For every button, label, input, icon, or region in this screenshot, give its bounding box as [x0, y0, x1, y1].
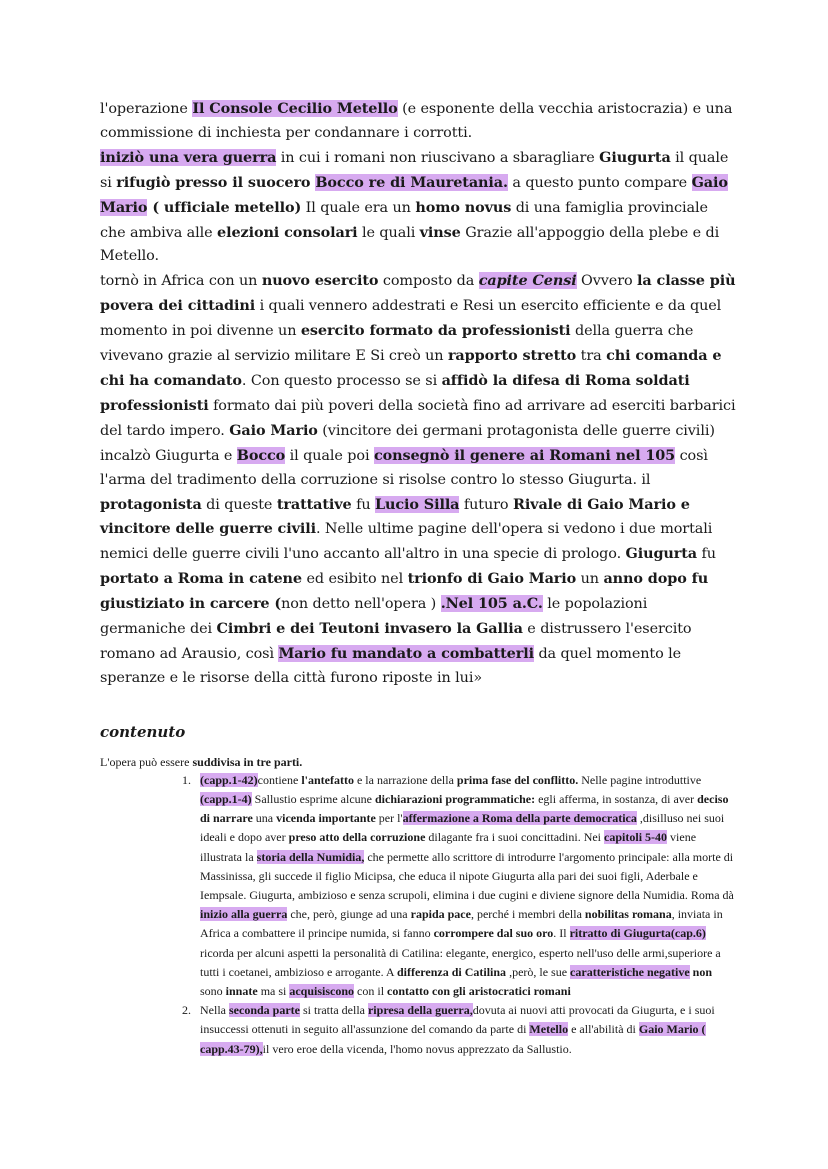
highlighted-text: Bocco re di Mauretania.	[315, 173, 508, 191]
bold-text: Giugurta	[625, 545, 698, 563]
text-run: le quali	[357, 224, 420, 241]
text-run: Sallustio esprime alcune	[251, 791, 375, 806]
text-run: una	[252, 811, 277, 826]
text-run: , inviata in Africa a combattere il principe numida, si fanno	[200, 907, 723, 941]
text-run: ma si	[257, 983, 290, 998]
text-run: futuro	[459, 496, 513, 513]
text-run: di queste	[201, 496, 277, 513]
bold-text: affidò la difesa di Roma soldati professionisti	[100, 371, 690, 414]
body-paragraph	[100, 97, 736, 691]
text-run: formato dai più poveri della società fino ad arrivare ad eserciti barbarici del tardo impero.	[100, 397, 736, 439]
text-run: per l'	[375, 811, 403, 826]
text-run: Il quale era un	[301, 199, 416, 216]
text-run: e la narrazione della	[353, 772, 457, 787]
bold-text: suddivisa in tre parti.	[192, 754, 303, 769]
bold-text: Rivale di Gaio Mario e vincitore delle guerre civili	[100, 495, 690, 538]
text-run: il quale poi	[285, 447, 374, 464]
text-run: le popolazioni germaniche dei	[100, 596, 648, 638]
list-item	[182, 771, 736, 1001]
text-run: fu	[351, 496, 375, 513]
bold-text: la classe più povera dei cittadini	[100, 272, 736, 315]
bold-text: trionfo di Gaio Mario	[407, 570, 577, 588]
bold-text: elezioni consolari	[217, 223, 358, 241]
highlighted-text: seconda parte	[229, 1003, 300, 1018]
bold-text: prima fase del conflitto.	[456, 772, 579, 787]
text-run: L'opera può essere	[100, 754, 193, 769]
intro-line	[100, 753, 736, 771]
highlighted-text: inizio alla guerra	[200, 907, 288, 922]
bold-text: dichiarazioni programmatiche:	[374, 791, 536, 806]
text-run: e all'abilità di	[568, 1022, 639, 1037]
text-run: così l'arma del tradimento della corruzione si risolse contro lo stesso Giugurta. il	[100, 447, 708, 488]
section-title: contenuto	[100, 722, 186, 741]
bold-text: corrompere dal suo oro	[433, 926, 554, 941]
bold-text: esercito formato da professionisti	[300, 322, 571, 340]
text-run: . Il	[553, 926, 570, 941]
highlighted-text: acquisiscono	[289, 983, 355, 998]
text-run: il quale si	[100, 149, 729, 191]
highlighted-text: Metello	[529, 1022, 569, 1037]
highlighted-text: storia della Numidia,	[256, 849, 365, 864]
text-run: della guerra che vivevano grazie al servizio militare E Si creò un	[100, 323, 694, 365]
text-run: viene illustrata la	[200, 830, 697, 864]
text-run: dilagante fra i suoi concittadini. Nei	[425, 830, 605, 845]
bold-text: rifugiò presso il suocero	[116, 173, 316, 191]
text-run: composto da	[378, 273, 479, 290]
bold-text: rapporto stretto	[447, 347, 577, 365]
bold-text: nuovo esercito	[261, 272, 379, 290]
text-run: che permette allo scrittore di introdurre l'argomento principale: alla morte di Massinissa, gli succede il figlio Micipsa, che educa il nipote Giugurta alla pari dei suoi figli, Aderbale e Iempsale. Giugurta, ambizioso e senza scrupoli, elimina i due cugini e diviene signore della Numidia. Roma dà	[200, 849, 734, 902]
text-run: fu	[697, 546, 716, 563]
text-run: Nelle pagine introduttive	[578, 772, 702, 787]
text-run: , perché i membri della	[470, 907, 585, 922]
bold-text: homo novus	[415, 198, 512, 216]
bold-text: preso atto della corruzione	[288, 830, 426, 845]
text-run: il vero eroe della vicenda, l'homo novus apprezzato da Sallustio.	[262, 1041, 572, 1056]
bold-text: rapida pace	[410, 907, 471, 922]
bold-text: differenza di Catilina	[396, 964, 507, 979]
text-run: contiene	[257, 772, 302, 787]
text-run: egli afferma, in sostanza, di aver	[535, 791, 698, 806]
bold-text: non	[692, 964, 713, 979]
text-run: (e esponente della vecchia aristocrazia) e una commissione di inchiesta per condannare i corrotti.	[100, 101, 733, 141]
bold-text: nobilitas romana	[584, 907, 672, 922]
highlighted-text: Mario fu mandato a combatterli	[278, 644, 534, 662]
highlighted-text: Lucio Silla	[374, 495, 460, 513]
text-run: Nella	[200, 1003, 229, 1018]
text-run: in cui i romani non riuscivano a sbaragliare	[276, 149, 600, 166]
bold-text: chi comanda e chi ha comandato	[100, 347, 722, 389]
text-run: tornò in Africa con un	[100, 273, 262, 290]
highlighted-text: consegnò il genere ai Romani nel 105	[373, 446, 676, 464]
bold-text: vicenda importante	[276, 811, 376, 826]
highlighted-text: Gaio Mario	[100, 173, 728, 216]
text-run: di una famiglia provinciale che ambiva alle	[100, 199, 708, 241]
text-run: ,però, le sue	[506, 964, 571, 979]
bold-text: ( ufficiale metello)	[147, 198, 302, 216]
list-number: 1.	[182, 772, 191, 787]
text-run: dovuta ai nuovi atti provocati da Giugurta, e i suoi insuccessi ottenuti in seguito all'assunzione del comando da parte di	[200, 1003, 715, 1037]
text-run: i quali vennero addestrati e Resi un esercito efficiente e da quel momento in poi divenne un	[100, 298, 722, 340]
highlighted-text: Il Console Cecilio Metello	[192, 100, 398, 117]
text-run: a questo punto compare	[507, 174, 692, 191]
text-run: l'operazione	[100, 101, 193, 117]
parts-list	[100, 771, 736, 1059]
text-run: Ovvero	[576, 273, 638, 290]
bold-text: Giugurta	[599, 148, 671, 166]
list-item	[182, 1001, 736, 1059]
text-run: con il	[354, 983, 388, 998]
list-number: 2.	[182, 1003, 191, 1018]
bold-text: Gaio Mario	[229, 421, 318, 439]
text-run: . Nelle ultime pagine dell'opera si vedono i due mortali nemici delle guerre civili l'uno accanto all'altro in una specie di prologo.	[100, 521, 713, 563]
text-run: non detto nell'opera )	[281, 596, 441, 613]
bold-text: Cimbri e dei Teutoni invasero la Gallia	[216, 620, 523, 638]
text-run: . Con questo processo se si	[241, 372, 442, 389]
highlighted-text: Gaio Mario ( capp.43-79),	[200, 1022, 706, 1056]
bold-text: vinse	[419, 223, 461, 241]
bold-text: contatto con gli aristocratici romani	[387, 983, 571, 998]
text-run: che, però, giunge ad una	[287, 907, 411, 922]
highlighted-text: ritratto di Giugurta(cap.6)	[569, 926, 706, 941]
bold-text: portato a Roma in catene	[100, 570, 302, 588]
bold-text: anno dopo fu giustiziato in carcere (	[100, 570, 709, 613]
text-run: sono	[200, 983, 226, 998]
bold-text: trattative	[276, 495, 352, 513]
text-run: Grazie all'appoggio della plebe e di Metello.	[100, 224, 720, 265]
highlighted-text: caratteristiche negative	[570, 964, 690, 979]
highlighted-text: (capp.1-42)	[200, 772, 258, 787]
text-run: ricorda per alcuni aspetti la personalità di Catilina: elegante, energico, esperto nell'uso delle armi,superiore a tutti i coetanei, ambizioso e arrogante. A	[200, 945, 721, 979]
highlighted-text: iniziò una vera guerra	[100, 148, 277, 166]
text-run: ed esibito nel	[301, 571, 408, 588]
highlighted-text: ripresa della guerra,	[367, 1003, 473, 1018]
text-run: da quel momento le speranze e le risorse della città furono riposte in lui»	[100, 645, 682, 686]
highlighted-text: (capp.1-4)	[200, 791, 252, 806]
bold-text: deciso di narrare	[200, 791, 729, 826]
text-run: tra	[576, 348, 607, 365]
bold-text: protagonista	[100, 495, 202, 513]
bold-text: l'antefatto	[301, 772, 354, 787]
text-run: ,disilluso nei suoi ideali e dopo aver	[200, 811, 725, 845]
bold-text: innate	[225, 983, 258, 998]
text-run: un	[576, 571, 604, 588]
text-run: si tratta della	[300, 1003, 368, 1018]
highlighted-text: .Nel 105 a.C.	[440, 595, 543, 613]
highlighted-text: capitoli 5-40	[604, 830, 668, 845]
text-run: e distrussero l'esercito romano ad Arausio, così	[100, 621, 692, 662]
text-run: (vincitore dei germani protagonista delle guerre civili) incalzò Giugurta e	[100, 422, 715, 464]
document-page	[100, 97, 736, 1059]
highlighted-text: affermazione a Roma della parte democratica	[402, 811, 637, 826]
highlighted-text: capite Censi	[478, 272, 577, 290]
highlighted-text: Bocco	[236, 446, 286, 464]
